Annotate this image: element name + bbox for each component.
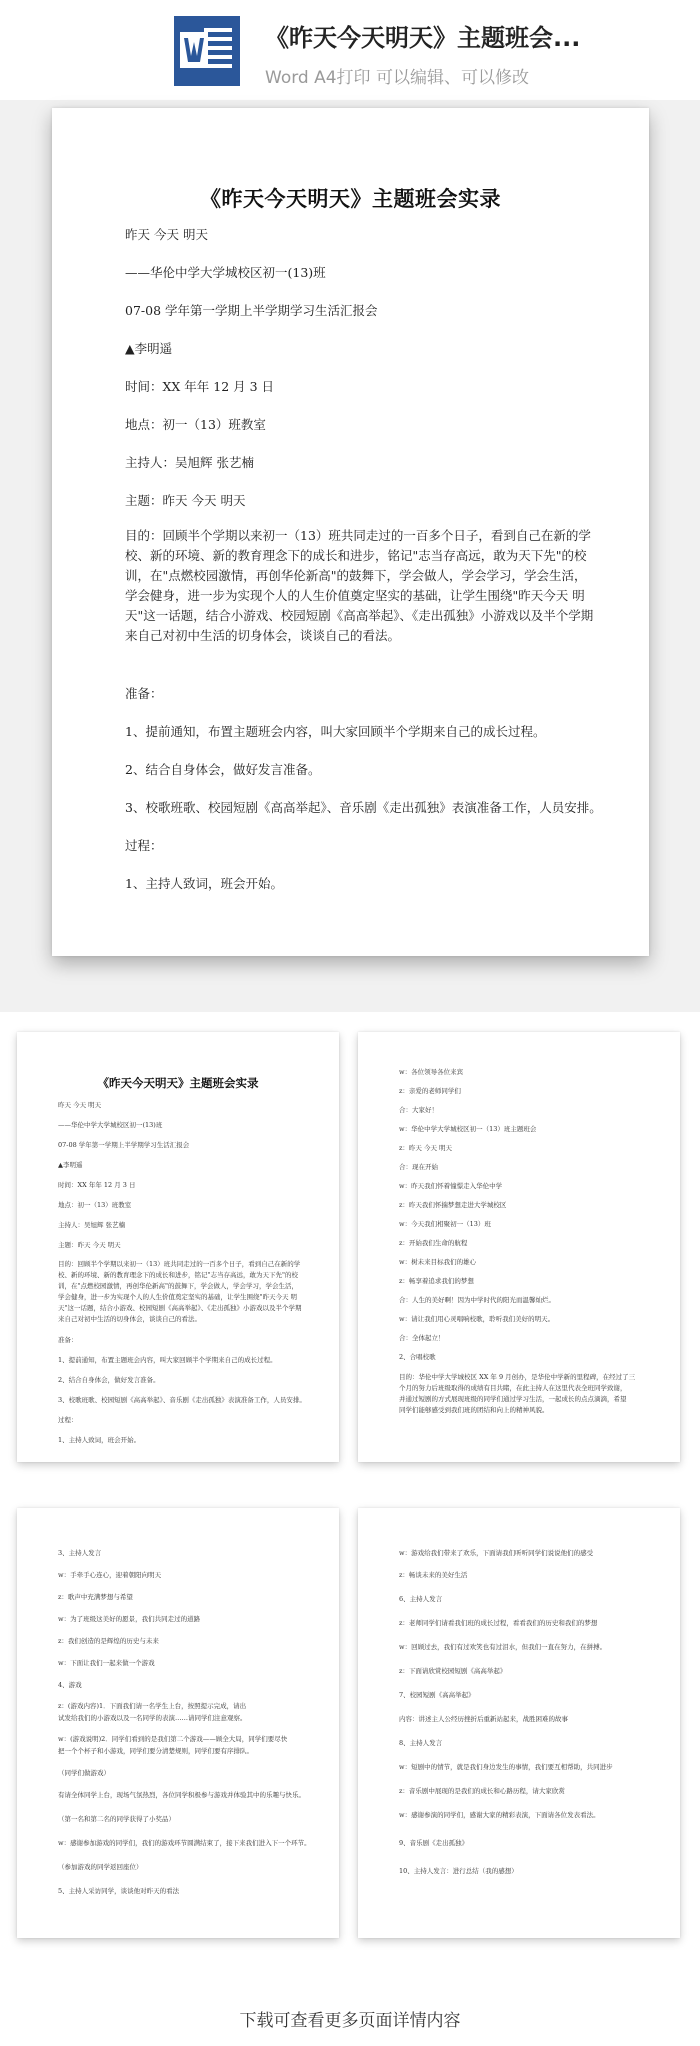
- thumb-line: 主题：昨天 今天 明天: [58, 1241, 121, 1249]
- thumb-line: 1、主持人致词，班会开始。: [58, 1436, 141, 1444]
- purpose-paragraph: [125, 526, 593, 646]
- thumb-row: 学会健身，进一步为实现个人的人生价值奠定坚实的基础，让学生围绕"昨天今天 明: [58, 1293, 298, 1301]
- thumb-row: 同学们能够感受到我们班的团结和向上的精神风貌。: [399, 1406, 549, 1414]
- text-line: 3、校歌班歌、校园短剧《高高举起》、音乐剧《走出孤独》表演准备工作，人员安排。: [125, 800, 602, 815]
- document-title: 《昨天今天明天》主题班会...: [265, 24, 581, 52]
- section-heading: 准备：: [125, 686, 163, 701]
- thumb-line: w：华伦中学大学城校区初一（13）班主题班会: [399, 1125, 537, 1133]
- thumb-line: 3、主持人发言: [58, 1549, 102, 1557]
- word-icon: [174, 16, 240, 86]
- page-thumbnail-1[interactable]: [17, 1032, 339, 1462]
- thumb-line: z：音乐剧中展现的是我们的成长和心路历程，请大家欣赏: [399, 1787, 565, 1795]
- thumb-line: 合：大家好！: [399, 1106, 438, 1114]
- thumb-line: 过程：: [58, 1416, 78, 1424]
- text-line: 07-08 学年第一学期上半学期学习生活汇报会: [125, 303, 378, 318]
- thumb-line: 昨天 今天 明天: [58, 1101, 102, 1109]
- thumb-line: w：为了班级这美好的愿景，我们共同走过的道路: [58, 1615, 201, 1623]
- thumb-line: w：回顾过去，我们有过欢笑也有过泪水，但我们一直在努力，在拼搏。: [399, 1643, 607, 1651]
- thumb-line: 把一个个杯子和小游戏，同学们要分清楚规则，同学们要有序排队。: [58, 1747, 253, 1755]
- paragraph-row: 校、新的环境、新的教育理念下的成长和进步，铭记"志当存高远，敢为天下先"的校: [125, 548, 587, 563]
- thumb-line: 1、提前通知，布置主题班会内容，叫大家回顾半个学期来自己的成长过程。: [58, 1356, 277, 1364]
- thumb-line: 2、结合自身体会，做好发言准备。: [58, 1376, 160, 1384]
- thumb-line: w：昨天我们怀着憧憬走入华伦中学: [399, 1182, 503, 1190]
- paragraph-row: 来自己对初中生活的切身体会，谈谈自己的看法。: [125, 628, 401, 643]
- thumb-row: 个月的努力后班级取得的成绩有目共睹，在此主持人在这里代表全班同学致谢，: [399, 1384, 627, 1392]
- thumb-paragraph: [58, 1259, 303, 1325]
- view-more-link[interactable]: 下载可查看更多页面详情内容: [239, 2011, 461, 2031]
- thumb-line: 8、主持人发言: [399, 1739, 443, 1747]
- thumb-row: 训，在"点燃校园激情，再创华伦新高"的鼓舞下，学会做人，学会学习，学会生活，: [58, 1282, 298, 1290]
- text-line: 2、结合自身体会，做好发言准备。: [125, 762, 321, 777]
- thumb-line: 10、主持人发言：进行总结（我的感想）: [399, 1867, 518, 1875]
- thumb-line: 主持人：吴旭辉 张艺楠: [58, 1221, 126, 1229]
- thumb-line: w：手牵手心连心，迎着朝阳向明天: [58, 1571, 162, 1579]
- document-subtitle: Word A4打印 可以编辑、可以修改: [265, 68, 529, 88]
- thumb-line: 6、主持人发言: [399, 1595, 443, 1603]
- thumb-line: （同学们做游戏）: [58, 1769, 110, 1777]
- thumb-line: w：树未来目标我们的雄心: [399, 1258, 477, 1266]
- page-thumbnail-4[interactable]: [358, 1508, 680, 1938]
- paragraph-row: 目的：回顾半个学期以来初一（13）班共同走过的一百多个日子，看到自己在新的学: [125, 528, 591, 543]
- thumb-row: 来自己对初中生活的切身体会，谈谈自己的看法。: [58, 1315, 201, 1323]
- page-thumbnail-2[interactable]: [358, 1032, 680, 1462]
- text-line: 1、提前通知，布置主题班会内容，叫大家回顾半个学期来自己的成长过程。: [125, 724, 546, 739]
- paragraph-row: 训，在"点燃校园激情，再创华伦新高"的鼓舞下，学会做人，学会学习，学会生活，: [125, 568, 587, 583]
- thumb-line: w：感谢参演的同学们，感谢大家的精彩表演，下面请各位发表看法。: [399, 1811, 600, 1819]
- page-title: 《昨天今天明天》主题班会实录: [200, 186, 501, 211]
- text-line: 时间：XX 年年 12 月 3 日: [125, 379, 275, 394]
- thumb-line: w：请让我们用心灵唱响校歌，聆听我们美好的明天。: [399, 1315, 555, 1323]
- thumb-line: 2、合唱校歌: [399, 1353, 436, 1361]
- thumb-line: ——华伦中学大学城校区初一(13)班: [58, 1121, 163, 1129]
- thumb-line: z：畅谈未来的美好生活: [399, 1571, 468, 1579]
- section-heading: 过程：: [125, 838, 163, 853]
- thumb-line: z：老师同学们请看我们班的成长过程，看看我们的历史和我们的梦想: [399, 1619, 598, 1627]
- paragraph-row: 天"这一话题，结合小游戏、校园短剧《高高举起》、《走出孤独》小游戏以及半个学期: [125, 608, 594, 623]
- thumb-line: （参加游戏的同学返回座位）: [58, 1863, 143, 1871]
- thumb-row: 校、新的环境、新的教育理念下的成长和进步，铭记"志当存高远，敢为天下先"的校: [58, 1271, 298, 1279]
- text-line: 昨天 今天 明天: [125, 227, 208, 242]
- text-line: 地点：初一（13）班教室: [125, 417, 266, 432]
- thumb-line: z：畅享着追求我们的梦想: [399, 1277, 474, 1285]
- thumb-line: 有请全体同学上台，现场气氛热烈，各位同学积极参与游戏并体验其中的乐趣与快乐。: [58, 1791, 305, 1799]
- text-line: 1、主持人致词，班会开始。: [125, 876, 283, 891]
- paragraph-row: 学会健身，进一步为实现个人的人生价值奠定坚实的基础，让学生围绕"昨天今天 明: [125, 588, 585, 603]
- thumb-line: 试发给我们的小游戏以及一名同学的表演……请同学们注意观察。: [58, 1714, 247, 1722]
- thumb-line: z：亲爱的老师同学们: [399, 1087, 461, 1095]
- thumb-line: w：下面让我们一起来做一个游戏: [58, 1659, 155, 1667]
- thumb-row: 目的：回顾半个学期以来初一（13）班共同走过的一百多个日子，看到自己在新的学: [58, 1260, 301, 1268]
- thumb-line: z：开始我们生命的航程: [399, 1239, 468, 1247]
- thumb-line: w：游戏给我们带来了欢乐，下面请我们听听同学们说说他们的感受: [399, 1549, 594, 1557]
- thumb-line: 合：现在开始: [399, 1163, 438, 1171]
- text-line: 主题：昨天 今天 明天: [125, 493, 246, 508]
- thumb-line: w：各位领导各位来宾: [399, 1068, 464, 1076]
- text-line: 主持人：吴旭辉 张艺楠: [125, 455, 254, 470]
- thumb-row: 目的：华伦中学大学城校区 XX 年 9 月创办，是华伦中学新的里程碑，在经过了三: [399, 1373, 636, 1381]
- thumb-line: 4、游戏: [58, 1681, 82, 1689]
- thumb-paragraph: [399, 1372, 644, 1416]
- thumb-line: 合：人生的美好啊！因为中学时代的阳光而温馨灿烂。: [399, 1296, 555, 1304]
- document-page-preview: [52, 108, 649, 956]
- thumb-line: z：昨天 今天 明天: [399, 1144, 453, 1152]
- header: [0, 0, 700, 100]
- thumb-line: 准备：: [58, 1336, 78, 1344]
- thumb-line: z：(游戏内容)1．下面我们请一名学生上台，按照提示完成，请出: [58, 1702, 247, 1710]
- thumb-line: 9、音乐剧《走出孤独》: [399, 1839, 469, 1847]
- thumb-line: w：今天我们相聚初一（13）班: [399, 1220, 491, 1228]
- text-line: ——华伦中学大学城校区初一(13)班: [125, 265, 326, 280]
- thumb-line: z：歌声中充满梦想与希望: [58, 1593, 133, 1601]
- thumb-row: 天"这一话题，结合小游戏、校园短剧《高高举起》、《走出孤独》小游戏以及半个学期: [58, 1304, 302, 1312]
- thumbnail-title: 《昨天今天明天》主题班会实录: [97, 1076, 259, 1090]
- thumb-line: w：(游戏说明)2．同学们看到的是我们第二个游戏——顾全大局，同学们要尽快: [58, 1735, 288, 1743]
- thumb-line: 地点：初一（13）班教室: [58, 1201, 132, 1209]
- thumb-row: 并通过短剧的方式展现班级的同学们通过学习生活，一起成长的点点滴滴，希望: [399, 1395, 627, 1403]
- thumb-line: w：短剧中的情节，就是我们身边发生的事情，我们要互相帮助，共同进步: [399, 1763, 613, 1771]
- thumb-line: 内容：讲述主人公经历挫折后重新站起来，战胜困难的故事: [399, 1715, 568, 1723]
- thumb-line: w：感谢参加游戏的同学们，我们的游戏环节圆满结束了，接下来我们进入下一个环节。: [58, 1839, 311, 1847]
- thumb-line: 07-08 学年第一学期上半学期学习生活汇报会: [58, 1141, 190, 1149]
- thumb-line: 3、校歌班歌、校园短剧《高高举起》、音乐剧《走出孤独》表演准备工作，人员安排。: [58, 1396, 306, 1404]
- thumb-line: z：昨天我们怀揣梦想走进大学城校区: [399, 1201, 507, 1209]
- thumb-line: ▲李明遥: [58, 1161, 83, 1169]
- text-line: ▲李明遥: [125, 341, 173, 356]
- thumb-line: （第一名和第二名的同学获得了小奖品）: [58, 1815, 175, 1823]
- thumb-line: 时间：XX 年年 12 月 3 日: [58, 1181, 136, 1189]
- thumb-line: z：下面请欣赏校园短剧《高高举起》: [399, 1667, 507, 1675]
- page-thumbnail-3[interactable]: [17, 1508, 339, 1938]
- thumb-line: 合：全体起立！: [399, 1334, 445, 1342]
- thumb-line: z：我们创造的是辉煌的历史与未来: [58, 1637, 159, 1645]
- thumb-line: 7、校园短剧《高高举起》: [399, 1691, 475, 1699]
- thumb-line: 5、主持人采访同学，谈谈他对昨天的看法: [58, 1887, 180, 1895]
